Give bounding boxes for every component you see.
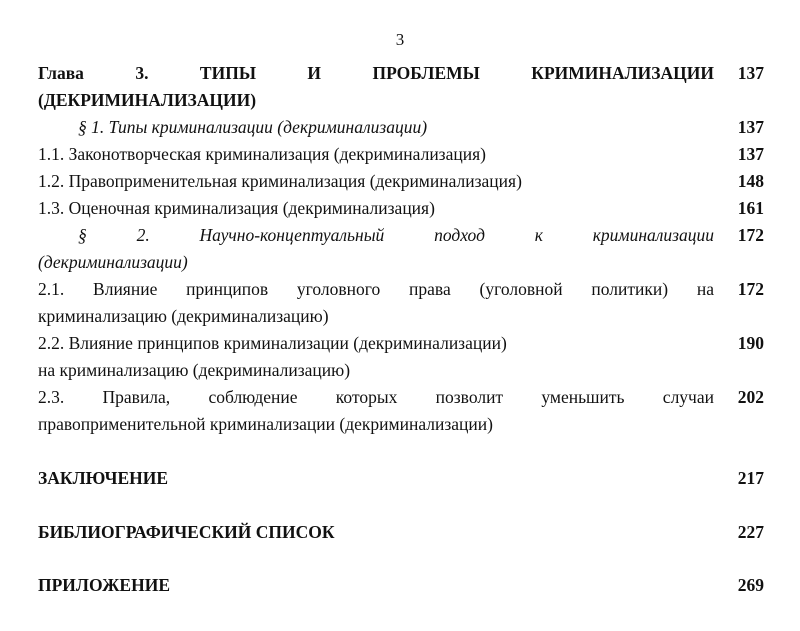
item-2-3-title-line2: правоприменительной криминализации (декриминализации) [38, 414, 493, 434]
toc-item-2-2 [38, 330, 764, 384]
toc-section-1 [38, 114, 764, 141]
chapter-3-title-line2: (ДЕКРИМИНАЛИЗАЦИИ) [38, 90, 257, 110]
toc-item-1-2 [38, 168, 764, 195]
conclusion-title: ЗАКЛЮЧЕНИЕ [38, 468, 169, 488]
appendix-title: ПРИЛОЖЕНИЕ [38, 575, 171, 595]
item-2-2-title-line2: на криминализацию (декриминализацию) [38, 360, 351, 380]
conclusion-page: 217 [737, 468, 764, 488]
item-2-2-title-line1: 2.2. Влияние принципов криминализации (декриминализации) [38, 333, 507, 353]
section-2-title-line1: § 2. Научно-концептуальный подход к криминализации [78, 225, 714, 245]
chapter-3-page: 137 [737, 63, 764, 83]
item-2-2-page: 190 [737, 333, 764, 353]
toc-item-2-3 [38, 384, 764, 438]
item-2-1-title-line2: криминализацию (декриминализацию) [38, 306, 329, 326]
section-2-page: 172 [737, 225, 764, 245]
appendix-page: 269 [737, 575, 764, 595]
toc-bibliography [38, 519, 764, 546]
item-2-1-title-line1: 2.1. Влияние принципов уголовного права (уголовной политики) на [38, 279, 714, 299]
toc-item-1-1 [38, 141, 764, 168]
toc-item-2-1 [38, 276, 764, 330]
item-1-2-page: 148 [737, 171, 764, 191]
chapter-3-title-line1: Глава 3. ТИПЫ И ПРОБЛЕМЫ КРИМИНАЛИЗАЦИИ [38, 63, 714, 83]
item-2-3-title-line1: 2.3. Правила, соблюдение которых позволит уменьшить случаи [38, 387, 714, 407]
toc-conclusion [38, 465, 764, 492]
section-1-page: 137 [737, 117, 764, 137]
toc-appendix [38, 572, 764, 599]
item-1-3-page: 161 [737, 198, 764, 218]
item-1-3-title: 1.3. Оценочная криминализация (декриминализация) [38, 198, 435, 218]
item-1-1-page: 137 [737, 144, 764, 164]
toc-item-1-3 [38, 195, 764, 222]
item-1-2-title: 1.2. Правоприменительная криминализация (декриминализация) [38, 171, 522, 191]
section-2-title-line2: (декриминализации) [38, 252, 188, 272]
bibliography-title: БИБЛИОГРАФИЧЕСКИЙ СПИСОК [38, 522, 335, 542]
section-1-title: § 1. Типы криминализации (декриминализации) [78, 117, 428, 137]
page-number: 3 [395, 30, 405, 49]
bibliography-page: 227 [737, 522, 764, 542]
item-2-1-page: 172 [737, 279, 764, 299]
toc-chapter-3 [38, 60, 764, 114]
item-1-1-title: 1.1. Законотворческая криминализация (декриминализация) [38, 144, 486, 164]
toc-section-2 [38, 222, 764, 276]
item-2-3-page: 202 [737, 387, 764, 407]
